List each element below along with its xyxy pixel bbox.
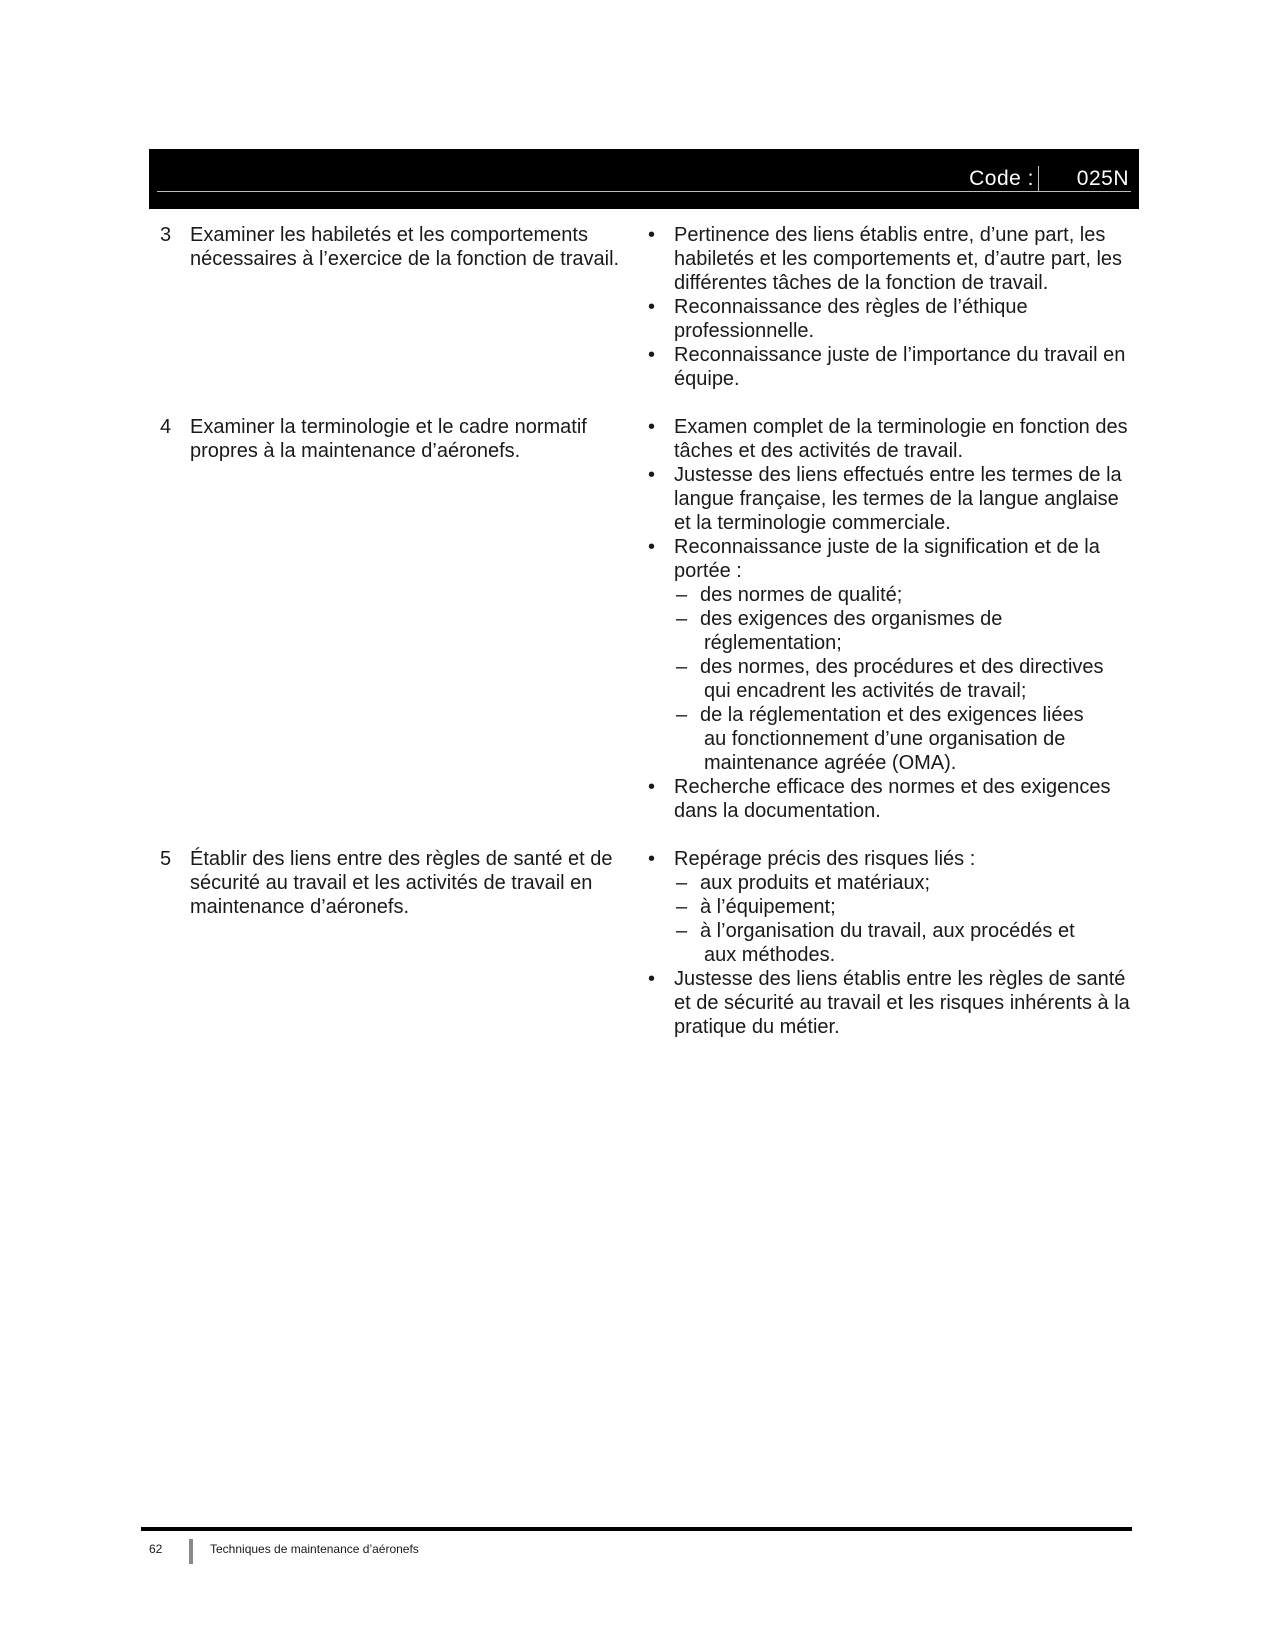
dash-icon: –: [676, 896, 688, 918]
footer-title: Techniques de maintenance d’aéronefs: [210, 1542, 419, 1556]
criterion-text: Reconnaissance juste de l’importance du travail en équipe.: [674, 344, 1126, 390]
sub-item: [674, 895, 1134, 919]
sub-item-text: [700, 703, 1130, 775]
criteria-cell: [646, 847, 1135, 1039]
criterion-body: [674, 847, 1134, 967]
criterion-item: [646, 295, 1135, 343]
dash-icon: –: [676, 584, 688, 606]
objective-text: Examiner les habiletés et les comportements nécessaires à l’exercice de la fonction de travail.: [190, 224, 620, 270]
sub-item: [674, 583, 1134, 607]
criterion-item: [646, 847, 1135, 967]
code-divider: [1038, 166, 1039, 191]
sub-item-line: qui encadrent les activités de travail;: [704, 680, 1027, 702]
criterion-text: Examen complet de la terminologie en fonction des tâches et des activités de travail.: [674, 416, 1128, 462]
sub-item-text: [700, 895, 1130, 919]
criterion-body: [674, 463, 1134, 535]
sub-item-line: de la réglementation et des exigences liées: [700, 704, 1084, 726]
sub-item-text: [700, 919, 1130, 967]
criterion-item: [646, 415, 1135, 463]
criterion-body: [674, 535, 1134, 775]
criterion-text: Reconnaissance des règles de l’éthique professionnelle.: [674, 296, 1028, 342]
bullet-icon: •: [648, 848, 656, 870]
criterion-text: Justesse des liens effectués entre les termes de la langue française, les termes de la langue anglaise et la terminologie commerciale.: [674, 464, 1122, 534]
criterion-item: [646, 967, 1135, 1039]
objective-text: Examiner la terminologie et le cadre normatif propres à la maintenance d’aéronefs.: [190, 416, 587, 462]
sub-item-line: réglementation;: [704, 632, 842, 654]
criterion-item: [646, 775, 1135, 823]
sub-item-line: des normes, des procédures et des directives: [700, 656, 1104, 678]
sub-item-line: aux produits et matériaux;: [700, 872, 931, 894]
criterion-item: [646, 223, 1135, 295]
objective-number: 5: [160, 848, 172, 870]
criterion-text: Repérage précis des risques liés :: [674, 848, 976, 870]
sub-item-line: aux méthodes.: [704, 944, 836, 966]
sub-item-text: [700, 655, 1130, 703]
criterion-body: [674, 415, 1134, 463]
dash-icon: –: [676, 704, 688, 726]
sub-item-text: [700, 583, 1130, 607]
criterion-item: [646, 463, 1135, 535]
criterion-text: Recherche efficace des normes et des exigences dans la documentation.: [674, 776, 1111, 822]
objective-number: 4: [160, 416, 172, 438]
bullet-icon: •: [648, 968, 656, 990]
sub-item-line: des exigences des organismes de: [700, 608, 1003, 630]
objective-text: Établir des liens entre des règles de santé et de sécurité au travail et les activités de travail en maintenance d’aéronefs.: [190, 848, 613, 918]
criterion-body: [674, 223, 1134, 295]
bullet-icon: •: [648, 296, 656, 318]
page-number: 62: [149, 1542, 163, 1556]
sub-item: [674, 655, 1134, 703]
header-bar: [149, 149, 1139, 209]
dash-icon: –: [676, 920, 688, 942]
criteria-cell: [646, 223, 1135, 391]
criterion-body: [674, 343, 1134, 391]
bullet-icon: •: [648, 416, 656, 438]
bullet-icon: •: [648, 224, 656, 246]
footer-rule: [141, 1527, 1132, 1531]
criterion-item: [646, 535, 1135, 775]
bullet-icon: •: [648, 344, 656, 366]
objective-cell: [160, 847, 646, 1039]
sub-item-line: maintenance agréée (OMA).: [704, 752, 957, 774]
sub-item-line: des normes de qualité;: [700, 584, 903, 606]
criterion-body: [674, 295, 1134, 343]
sub-item-line: à l’équipement;: [700, 896, 836, 918]
objectives-table: [160, 223, 1135, 1063]
bullet-icon: •: [648, 776, 656, 798]
criterion-body: [674, 967, 1134, 1039]
bullet-icon: •: [648, 536, 656, 558]
code-label: Code :: [969, 167, 1034, 190]
dash-icon: –: [676, 872, 688, 894]
code-value: 025N: [1076, 167, 1129, 190]
bullet-icon: •: [648, 464, 656, 486]
criterion-text: Pertinence des liens établis entre, d’une part, les habiletés et les comportements et, d’autre part, les différentes tâches de la fonction de travail.: [674, 224, 1123, 294]
objective-row: [160, 415, 1135, 823]
criterion-item: [646, 343, 1135, 391]
sub-item-text: [700, 607, 1130, 655]
footer-divider: [189, 1539, 193, 1564]
sub-item-text: [700, 871, 1130, 895]
criterion-text: Justesse des liens établis entre les règles de santé et de sécurité au travail et les risques inhérents à la pratique du métier.: [674, 968, 1130, 1038]
sub-item: [674, 871, 1134, 895]
dash-icon: –: [676, 608, 688, 630]
objective-cell: [160, 223, 646, 391]
dash-icon: –: [676, 656, 688, 678]
criterion-body: [674, 775, 1134, 823]
objective-number: 3: [160, 224, 172, 246]
sub-item-line: au fonctionnement d’une organisation de: [704, 728, 1066, 750]
objective-cell: [160, 415, 646, 823]
criteria-cell: [646, 415, 1135, 823]
sub-item: [674, 703, 1134, 775]
objective-row: [160, 223, 1135, 391]
objective-row: [160, 847, 1135, 1039]
criterion-text: Reconnaissance juste de la signification et de la portée :: [674, 536, 1100, 582]
sub-item-line: à l’organisation du travail, aux procédés et: [700, 920, 1075, 942]
sub-item: [674, 919, 1134, 967]
sub-item: [674, 607, 1134, 655]
header-rule: [157, 191, 1131, 192]
